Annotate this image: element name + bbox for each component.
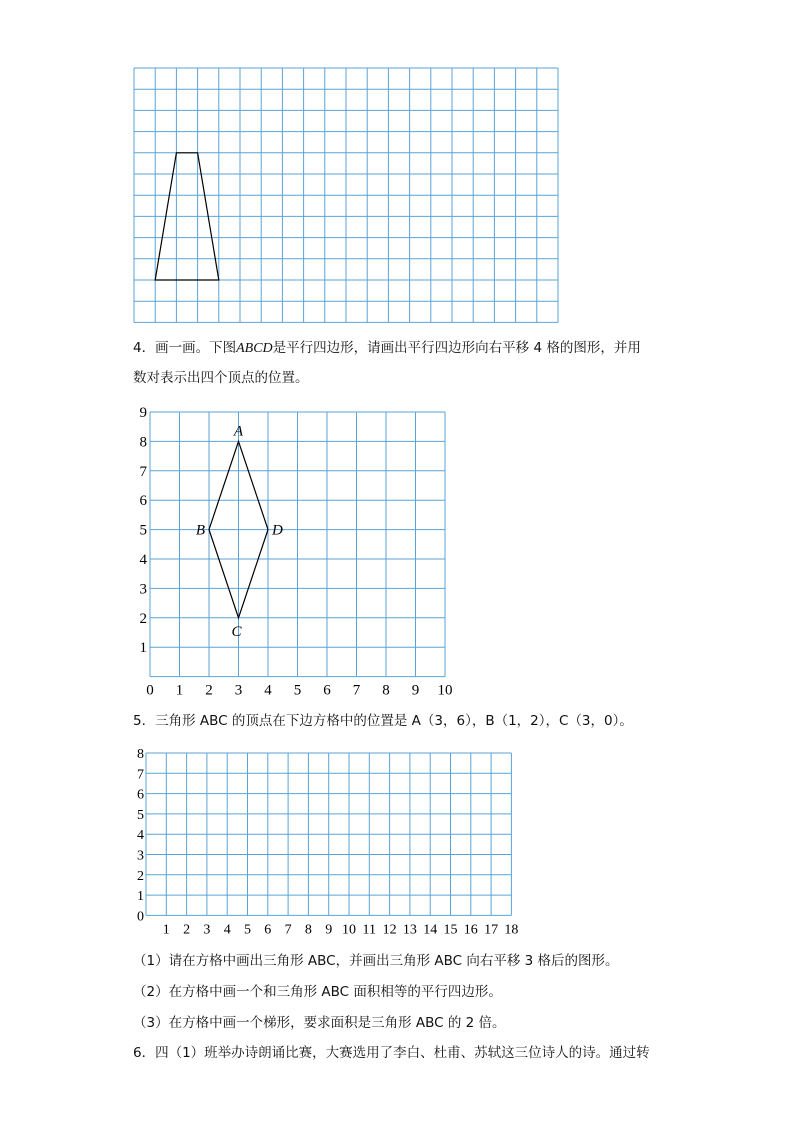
question-number: 5． (133, 713, 156, 729)
x-tick-label: 0 (146, 682, 154, 699)
x-tick-label: 2 (183, 922, 191, 938)
question-text: 画一画。下图 (155, 340, 237, 356)
y-tick-label: 0 (137, 909, 144, 925)
x-tick-label: 13 (402, 922, 417, 938)
y-tick-label: 6 (137, 787, 144, 803)
x-tick-label: 9 (325, 922, 333, 938)
x-tick-label: 5 (244, 922, 251, 938)
x-tick-label: 6 (323, 682, 331, 699)
x-tick-label: 5 (293, 682, 302, 699)
vertex-label-b: B (195, 522, 205, 539)
x-tick-label: 9 (411, 682, 420, 699)
x-tick-label: 16 (463, 922, 478, 938)
grid-lines (146, 753, 511, 915)
x-tick-label: 8 (304, 922, 312, 938)
coordinate-grid-18x8 (0, 740, 794, 940)
x-tick-label: 17 (484, 922, 499, 938)
y-tick-label: 3 (137, 848, 144, 864)
x-tick-label: 2 (205, 682, 213, 699)
x-tick-label: 10 (342, 922, 356, 938)
question-4 (133, 338, 641, 359)
question-5-sub1: （1）请在方格中画出三角形 ABC，并画出三角形 ABC 向右平移 3 格后的图形。 (133, 953, 619, 969)
question-5-sub2: （2）在方格中画一个和三角形 ABC 面积相等的平行四边形。 (133, 984, 502, 1000)
x-tick-label: 7 (352, 682, 361, 699)
x-tick-label: 4 (264, 682, 272, 699)
x-tick-label: 15 (443, 922, 458, 938)
y-tick-label: 2 (137, 868, 144, 884)
y-tick-label: 8 (139, 434, 147, 451)
y-tick-label: 8 (137, 747, 144, 762)
question-5-sub3: （3）在方格中画一个梯形，要求面积是三角形 ABC 的 2 倍。 (133, 1015, 506, 1031)
grid-lines (150, 412, 445, 677)
question-text: 是平行四边形，请画出平行四边形向右平移 4 格的图形，并用 (272, 340, 641, 356)
x-tick-label: 10 (437, 682, 453, 699)
coordinate-grid-abcd (0, 400, 794, 700)
vertex-label-a: A (233, 423, 244, 440)
x-tick-label: 18 (504, 922, 519, 938)
x-tick-label: 3 (203, 922, 211, 938)
question-number: 6． (133, 1045, 156, 1061)
x-tick-label: 6 (264, 922, 272, 938)
y-tick-label: 5 (137, 807, 144, 823)
x-tick-label: 4 (223, 922, 231, 938)
x-tick-label: 1 (175, 682, 184, 699)
x-tick-label: 8 (382, 682, 390, 699)
vertex-label-d: D (272, 522, 283, 539)
grid-lines (134, 68, 558, 322)
y-tick-label: 4 (139, 552, 147, 568)
x-tick-label: 1 (162, 922, 170, 938)
question-text: 三角形 ABC 的顶点在下边方格中的位置是 A（3，6），B（1，2），C（3，0）。 (155, 713, 633, 729)
x-tick-label: 7 (284, 922, 292, 938)
y-tick-label: 9 (139, 405, 147, 421)
variable-abcd: ABCD (236, 341, 273, 356)
axis-labels (140, 405, 453, 699)
y-tick-label: 6 (139, 493, 147, 510)
y-tick-label: 5 (139, 522, 147, 539)
y-tick-label: 1 (137, 889, 144, 905)
x-tick-label: 12 (382, 922, 397, 938)
vertex-label-c: C (231, 623, 242, 640)
x-tick-label: 3 (234, 682, 243, 699)
x-tick-label: 11 (362, 922, 377, 938)
y-tick-label: 3 (139, 581, 147, 598)
x-tick-label: 14 (423, 922, 438, 938)
y-tick-label: 2 (139, 610, 147, 627)
question-number: 4． (133, 340, 156, 356)
y-tick-label: 7 (137, 767, 144, 783)
y-tick-label: 7 (139, 463, 147, 480)
question-6 (133, 1043, 650, 1063)
axis-labels (137, 747, 518, 937)
question-text: 四（1）班举办诗朗诵比赛，大赛选用了李白、杜甫、苏轼这三位诗人的诗。通过转 (155, 1045, 650, 1061)
question-5 (133, 711, 633, 731)
y-tick-label: 4 (137, 828, 144, 844)
question-4-line2: 数对表示出四个顶点的位置。 (133, 370, 309, 386)
y-tick-label: 1 (139, 640, 147, 657)
